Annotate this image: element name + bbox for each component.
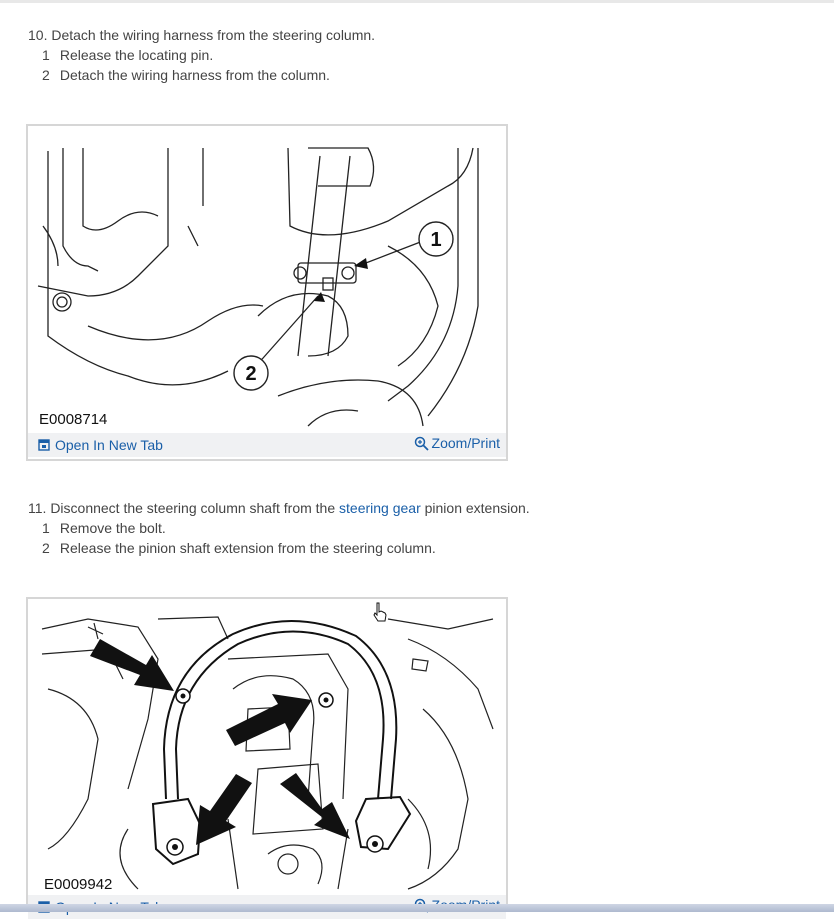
taskbar-edge <box>0 904 834 912</box>
zoom-in-icon <box>414 436 429 451</box>
step-11-title <box>28 500 530 516</box>
step-10-substep-2 <box>42 67 330 83</box>
step-11-substep-2 <box>42 540 436 556</box>
figure-e0009942[interactable] <box>26 597 508 912</box>
substep-number: 1 <box>42 47 50 63</box>
figure-code: E0008714 <box>39 411 108 428</box>
callout-1: 1 <box>430 229 442 251</box>
callout-2: 2 <box>245 363 257 385</box>
steering-gear-link[interactable]: steering gear <box>339 500 421 516</box>
substep-text: Release the pinion shaft extension from the steering column. <box>59 540 436 556</box>
step-11-title-prefix: 11. Disconnect the steering column shaft from the <box>28 500 340 516</box>
open-in-new-tab-link[interactable] <box>38 437 163 453</box>
zoom-print-label: Zoom/Print <box>431 435 500 451</box>
substep-text: Detach the wiring harness from the column. <box>59 67 330 83</box>
step-11-substep-1 <box>42 520 166 536</box>
figure-action-bar <box>28 433 506 457</box>
figure-code: E0009942 <box>44 876 113 893</box>
substep-number: 2 <box>42 67 50 83</box>
step-10-title: 10. Detach the wiring harness from the steering column. <box>28 27 376 43</box>
substep-number: 1 <box>42 520 50 536</box>
hand-cursor-icon <box>372 602 388 624</box>
window-top-edge <box>0 0 834 3</box>
steering-column-illustration[interactable] <box>28 126 506 433</box>
substep-text: Release the locating pin. <box>59 47 214 63</box>
step-10-substep-1 <box>42 47 213 63</box>
substep-text: Remove the bolt. <box>59 520 166 536</box>
open-new-tab-icon <box>38 439 50 451</box>
figure-e0008714[interactable] <box>26 124 508 461</box>
substep-number: 2 <box>42 540 50 556</box>
pinion-extension-illustration[interactable] <box>28 599 506 891</box>
zoom-print-link[interactable] <box>414 435 500 451</box>
step-11-title-suffix: pinion extension. <box>420 500 530 516</box>
open-in-new-tab-label: Open In New Tab <box>55 437 163 453</box>
